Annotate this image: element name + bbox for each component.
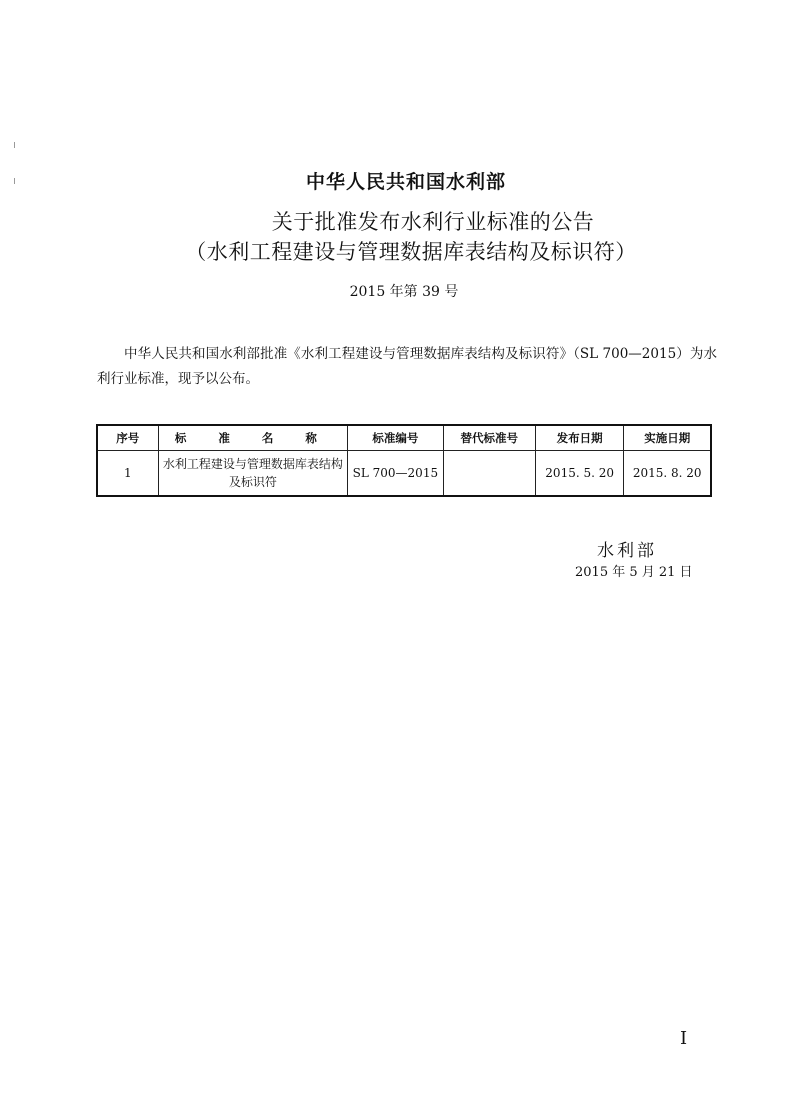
ministry-heading: 中华人民共和国水利部 — [305, 171, 506, 193]
table-row — [97, 451, 711, 497]
margin-mark — [14, 142, 15, 148]
issuer-signature: 水利部 — [597, 541, 657, 561]
standards-table — [96, 424, 712, 497]
col-header-name: 标 准 名 称 — [158, 425, 348, 451]
col-header-publish: 发布日期 — [535, 425, 624, 451]
col-header-replaced: 替代标准号 — [443, 425, 535, 451]
cell-implement: 2015. 8. 20 — [624, 451, 711, 497]
cell-code: SL 700—2015 — [348, 451, 443, 497]
col-header-seq: 序号 — [97, 425, 158, 451]
col-header-code: 标准编号 — [348, 425, 443, 451]
announcement-subtitle: （水利工程建设与管理数据库表结构及标识符） — [185, 240, 637, 264]
cell-name: 水利工程建设与管理数据库表结构及标识符 — [158, 451, 348, 497]
page-number: I — [680, 1028, 688, 1049]
issue-number: 2015 年第 39 号 — [349, 284, 459, 300]
issue-date: 2015 年 5 月 21 日 — [575, 565, 693, 580]
cell-publish: 2015. 5. 20 — [535, 451, 624, 497]
announcement-title: 关于批准发布水利行业标准的公告 — [271, 210, 595, 234]
cell-seq: 1 — [97, 451, 158, 497]
announcement-body: 中华人民共和国水利部批准《水利工程建设与管理数据库表结构及标识符》（SL 700—2015）为水利行业标准，现予以公布。 — [97, 346, 717, 387]
table-header-row — [97, 425, 711, 451]
col-header-implement: 实施日期 — [624, 425, 711, 451]
cell-replaced — [443, 451, 535, 497]
